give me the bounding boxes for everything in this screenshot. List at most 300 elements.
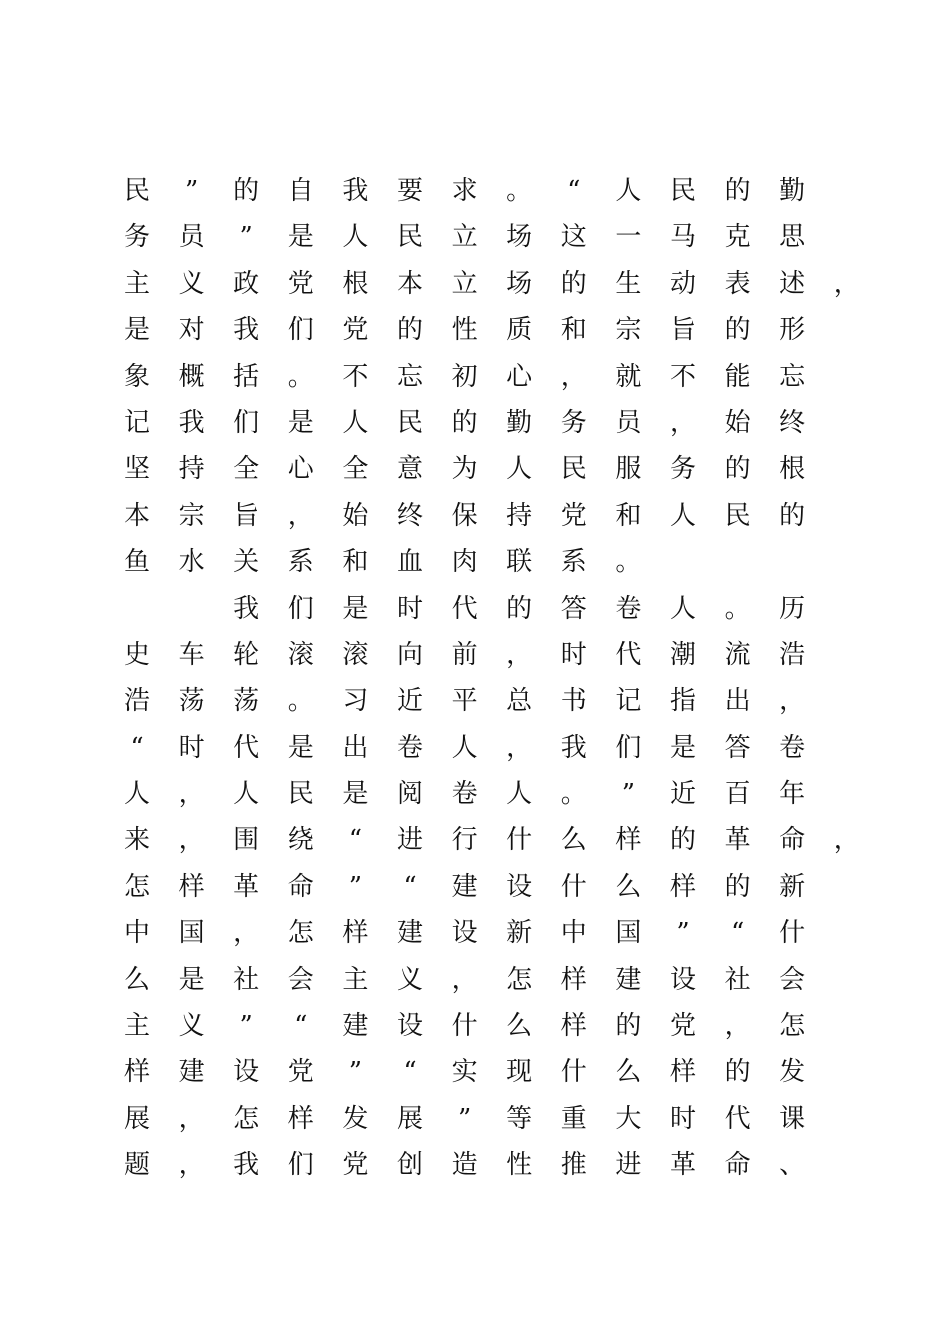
text-char: 全 bbox=[342, 454, 369, 485]
text-char bbox=[175, 586, 209, 632]
text-char: 的 bbox=[724, 454, 751, 485]
text-char: ， bbox=[724, 1011, 751, 1042]
text-char: 时 bbox=[396, 593, 423, 624]
text-char: 代 bbox=[451, 593, 478, 624]
text-char: “ bbox=[130, 732, 144, 763]
text-char: 务 bbox=[669, 454, 696, 485]
text-char: 建 bbox=[451, 871, 478, 902]
text-char: 政 bbox=[233, 268, 260, 299]
text-char: 表 bbox=[724, 268, 751, 299]
text-char: 立 bbox=[451, 222, 478, 253]
text-char: 人 bbox=[669, 500, 696, 531]
text-char: 设 bbox=[506, 871, 533, 902]
text-char: 命 bbox=[724, 1150, 751, 1181]
text-char: 民 bbox=[396, 222, 423, 253]
text-char: 代 bbox=[724, 1103, 751, 1134]
text-char: 卷 bbox=[396, 732, 423, 763]
text-char: 建 bbox=[178, 1057, 205, 1088]
text-char: 的 bbox=[451, 407, 478, 438]
text-char: 始 bbox=[342, 500, 369, 531]
text-char: 命 bbox=[779, 825, 806, 856]
text-char: 和 bbox=[342, 547, 369, 578]
text-char: 心 bbox=[287, 454, 314, 485]
text-char: 人 bbox=[342, 407, 369, 438]
text-line bbox=[120, 1003, 880, 1049]
text-char: 中 bbox=[123, 918, 150, 949]
text-char: 初 bbox=[451, 361, 478, 392]
text-char: 人 bbox=[233, 779, 260, 810]
text-char: 是 bbox=[342, 779, 369, 810]
text-char: 系 bbox=[287, 547, 314, 578]
text-char: 为 bbox=[451, 454, 478, 485]
text-char: 历 bbox=[779, 593, 806, 624]
text-char: ， bbox=[178, 1150, 205, 1181]
text-char: 答 bbox=[724, 732, 751, 763]
text-char: ， bbox=[833, 825, 860, 856]
text-char: 行 bbox=[451, 825, 478, 856]
text-char: ， bbox=[178, 779, 205, 810]
text-char: 勤 bbox=[779, 176, 806, 206]
text-char: 国 bbox=[615, 918, 642, 949]
text-char: 血 bbox=[396, 547, 423, 578]
text-char: 和 bbox=[560, 315, 587, 346]
text-char: 实 bbox=[451, 1057, 478, 1088]
text-char: 述 bbox=[779, 268, 806, 299]
text-char: 进 bbox=[396, 825, 423, 856]
text-char: 本 bbox=[396, 268, 423, 299]
text-char: 近 bbox=[669, 779, 696, 810]
text-char: 展 bbox=[123, 1103, 150, 1134]
text-char: 设 bbox=[233, 1057, 260, 1088]
text-char: 我 bbox=[560, 732, 587, 763]
text-line bbox=[120, 539, 880, 585]
text-char: 党 bbox=[287, 268, 314, 299]
text-line bbox=[120, 771, 880, 817]
text-char: 样 bbox=[342, 918, 369, 949]
text-char: 旨 bbox=[669, 315, 696, 346]
text-char: 人 bbox=[506, 779, 533, 810]
text-char: 质 bbox=[506, 315, 533, 346]
text-char: 概 bbox=[178, 361, 205, 392]
text-char: 大 bbox=[615, 1103, 642, 1134]
text-char: 记 bbox=[123, 407, 150, 438]
text-char: ， bbox=[833, 268, 860, 299]
text-char: ” bbox=[348, 1057, 363, 1088]
text-char: 。 bbox=[724, 593, 751, 624]
text-char: 们 bbox=[287, 1150, 314, 1181]
text-char: 们 bbox=[287, 315, 314, 346]
text-char: 始 bbox=[724, 407, 751, 438]
text-char: 一 bbox=[615, 222, 642, 253]
text-char: 党 bbox=[287, 1057, 314, 1088]
text-char: 马 bbox=[669, 222, 696, 253]
text-char: “ bbox=[348, 825, 363, 856]
text-char: 命 bbox=[287, 871, 314, 902]
text-char: 滚 bbox=[287, 639, 314, 670]
text-char: 。 bbox=[615, 547, 642, 578]
text-char: 系 bbox=[560, 547, 587, 578]
text-char: 人 bbox=[451, 732, 478, 763]
text-char: 忘 bbox=[396, 361, 423, 392]
text-char: 流 bbox=[724, 639, 751, 670]
text-line bbox=[120, 168, 880, 214]
text-char: 员 bbox=[178, 222, 205, 253]
text-char: ” bbox=[239, 222, 253, 253]
text-char: 意 bbox=[396, 454, 423, 485]
text-char: ” bbox=[621, 779, 636, 810]
text-char: 这 bbox=[560, 222, 587, 253]
text-char: 持 bbox=[178, 454, 205, 485]
text-char: ， bbox=[779, 686, 806, 717]
text-char: 我 bbox=[178, 407, 205, 438]
text-char: 员 bbox=[615, 407, 642, 438]
text-char: 旨 bbox=[233, 500, 260, 531]
text-char: 联 bbox=[506, 547, 533, 578]
text-char: 建 bbox=[342, 1011, 369, 1042]
text-char: 民 bbox=[287, 779, 314, 810]
text-char: 关 bbox=[233, 547, 260, 578]
text-char: ， bbox=[287, 500, 314, 531]
text-char: 场 bbox=[506, 222, 533, 253]
text-char: 年 bbox=[779, 779, 806, 810]
text-char: 轮 bbox=[233, 639, 260, 670]
text-char: “ bbox=[567, 176, 581, 206]
text-char: 创 bbox=[396, 1150, 423, 1181]
text-char: 的 bbox=[233, 176, 260, 206]
text-char: 人 bbox=[506, 454, 533, 485]
text-char: 的 bbox=[724, 176, 751, 206]
text-char: 卷 bbox=[779, 732, 806, 763]
text-line bbox=[120, 632, 880, 678]
text-char: 前 bbox=[451, 639, 478, 670]
text-char: 党 bbox=[342, 315, 369, 346]
text-char: 么 bbox=[615, 871, 642, 902]
text-char: ， bbox=[178, 825, 205, 856]
text-char: 样 bbox=[669, 1057, 696, 1088]
text-char: 么 bbox=[506, 1011, 533, 1042]
text-char: 宗 bbox=[615, 315, 642, 346]
text-line bbox=[120, 725, 880, 771]
text-char: 根 bbox=[342, 268, 369, 299]
text-char: 义 bbox=[178, 1011, 205, 1042]
text-char: 出 bbox=[724, 686, 751, 717]
text-char: 样 bbox=[178, 871, 205, 902]
text-line bbox=[120, 354, 880, 400]
text-char: 象 bbox=[123, 361, 150, 392]
text-char: 什 bbox=[779, 918, 806, 949]
text-char: 史 bbox=[123, 639, 150, 670]
text-char: 怎 bbox=[123, 871, 150, 902]
text-line bbox=[120, 1142, 880, 1188]
text-char: 怎 bbox=[287, 918, 314, 949]
text-char: 忘 bbox=[779, 361, 806, 392]
text-char: 设 bbox=[669, 964, 696, 995]
text-char: 课 bbox=[779, 1103, 806, 1134]
text-char: 近 bbox=[396, 686, 423, 717]
text-char: 潮 bbox=[669, 639, 696, 670]
text-char: 保 bbox=[451, 500, 478, 531]
text-line bbox=[120, 446, 880, 492]
text-char: ， bbox=[506, 732, 533, 763]
text-char: 样 bbox=[287, 1103, 314, 1134]
text-line bbox=[120, 1049, 880, 1095]
text-char: 的 bbox=[724, 315, 751, 346]
text-line bbox=[120, 864, 880, 910]
text-char: 服 bbox=[615, 454, 642, 485]
text-char: 发 bbox=[342, 1103, 369, 1134]
body-text bbox=[120, 168, 880, 1189]
text-char: 立 bbox=[451, 268, 478, 299]
text-line bbox=[120, 307, 880, 353]
text-line bbox=[120, 957, 880, 1003]
text-char: 怎 bbox=[233, 1103, 260, 1134]
text-char: 终 bbox=[779, 407, 806, 438]
text-char: 全 bbox=[233, 454, 260, 485]
text-char: 浩 bbox=[779, 639, 806, 670]
text-char: 习 bbox=[342, 686, 369, 717]
text-char: 是 bbox=[669, 732, 696, 763]
text-char: 代 bbox=[615, 639, 642, 670]
text-char: 车 bbox=[178, 639, 205, 670]
text-char: 书 bbox=[560, 686, 587, 717]
text-line bbox=[120, 910, 880, 956]
text-char: 造 bbox=[451, 1150, 478, 1181]
text-char: 滚 bbox=[342, 639, 369, 670]
text-char: 的 bbox=[396, 315, 423, 346]
text-char: ， bbox=[669, 407, 696, 438]
text-char: ， bbox=[233, 918, 260, 949]
text-char: 括 bbox=[233, 361, 260, 392]
text-char: ” bbox=[239, 1011, 253, 1042]
text-char: 民 bbox=[669, 176, 696, 206]
text-char: ， bbox=[560, 361, 587, 392]
text-char: 是 bbox=[123, 315, 150, 346]
text-char: 宗 bbox=[178, 500, 205, 531]
text-char: 荡 bbox=[233, 686, 260, 717]
text-char: 中 bbox=[560, 918, 587, 949]
text-char: 什 bbox=[506, 825, 533, 856]
text-char: 民 bbox=[724, 500, 751, 531]
text-char: 根 bbox=[779, 454, 806, 485]
text-char: 样 bbox=[615, 825, 642, 856]
text-char: 能 bbox=[724, 361, 751, 392]
text-char: 肉 bbox=[451, 547, 478, 578]
text-char: 平 bbox=[451, 686, 478, 717]
text-char: 时 bbox=[560, 639, 587, 670]
text-char: “ bbox=[730, 918, 745, 949]
text-char: 样 bbox=[560, 964, 587, 995]
text-char: 的 bbox=[506, 593, 533, 624]
text-char: 新 bbox=[779, 871, 806, 902]
text-char: 。 bbox=[287, 686, 314, 717]
text-char: 么 bbox=[560, 825, 587, 856]
text-char: 不 bbox=[342, 361, 369, 392]
text-char: 现 bbox=[506, 1057, 533, 1088]
text-char: 主 bbox=[123, 1011, 150, 1042]
text-char: 就 bbox=[615, 361, 642, 392]
text-line bbox=[120, 214, 880, 260]
text-char: 坚 bbox=[123, 454, 150, 485]
text-char: 代 bbox=[233, 732, 260, 763]
text-char: 勤 bbox=[506, 407, 533, 438]
text-char: 样 bbox=[669, 871, 696, 902]
text-char: 社 bbox=[724, 964, 751, 995]
text-char: 水 bbox=[178, 547, 205, 578]
text-line bbox=[120, 493, 880, 539]
text-char: 么 bbox=[123, 964, 150, 995]
text-char: 什 bbox=[451, 1011, 478, 1042]
text-char: 我 bbox=[233, 315, 260, 346]
text-char: 、 bbox=[779, 1150, 806, 1181]
text-char: 的 bbox=[779, 500, 806, 531]
text-char: 民 bbox=[123, 176, 150, 206]
text-char: 人 bbox=[669, 593, 696, 624]
text-line bbox=[120, 261, 880, 307]
text-line bbox=[120, 817, 880, 863]
text-char: 样 bbox=[560, 1011, 587, 1042]
text-char: 向 bbox=[396, 639, 423, 670]
text-char: 性 bbox=[451, 315, 478, 346]
text-char: 人 bbox=[342, 222, 369, 253]
text-char: 时 bbox=[178, 732, 205, 763]
text-char: 样 bbox=[123, 1057, 150, 1088]
text-char bbox=[120, 586, 154, 632]
text-char: 出 bbox=[342, 732, 369, 763]
text-char: 党 bbox=[560, 500, 587, 531]
text-char: 围 bbox=[233, 825, 260, 856]
text-char: ， bbox=[451, 964, 478, 995]
text-char: ， bbox=[178, 1103, 205, 1134]
text-char: 思 bbox=[779, 222, 806, 253]
text-char: ” bbox=[184, 176, 199, 206]
text-char: ， bbox=[506, 639, 533, 670]
text-char: 们 bbox=[287, 593, 314, 624]
text-char: 主 bbox=[123, 268, 150, 299]
text-char: 本 bbox=[123, 500, 150, 531]
text-char: 生 bbox=[615, 268, 642, 299]
text-char: 我 bbox=[233, 593, 260, 624]
text-char: 记 bbox=[615, 686, 642, 717]
text-char: 怎 bbox=[779, 1011, 806, 1042]
text-char: 答 bbox=[560, 593, 587, 624]
text-char: 展 bbox=[396, 1103, 423, 1134]
text-char: 党 bbox=[342, 1150, 369, 1181]
text-line bbox=[120, 400, 880, 446]
text-char: 时 bbox=[669, 1103, 696, 1134]
text-char: 们 bbox=[233, 407, 260, 438]
text-char: 发 bbox=[779, 1057, 806, 1088]
text-char: ” bbox=[676, 918, 690, 949]
text-char: 民 bbox=[396, 407, 423, 438]
text-char: 怎 bbox=[506, 964, 533, 995]
text-char: 的 bbox=[724, 1057, 751, 1088]
text-char: 性 bbox=[506, 1150, 533, 1181]
text-char: 和 bbox=[615, 500, 642, 531]
text-char: 什 bbox=[560, 1057, 587, 1088]
text-char: 。 bbox=[560, 779, 587, 810]
text-char: ” bbox=[457, 1103, 472, 1134]
text-char: 国 bbox=[178, 918, 205, 949]
text-char: 推 bbox=[560, 1150, 587, 1181]
text-char: 。 bbox=[287, 361, 314, 392]
text-char: 革 bbox=[233, 871, 260, 902]
text-char: 持 bbox=[506, 500, 533, 531]
text-char: 义 bbox=[178, 268, 205, 299]
text-char: 等 bbox=[506, 1103, 533, 1134]
text-char: 义 bbox=[396, 964, 423, 995]
text-char: 总 bbox=[506, 686, 533, 717]
text-char: 民 bbox=[560, 454, 587, 485]
text-char: 会 bbox=[779, 964, 806, 995]
text-char: 建 bbox=[615, 964, 642, 995]
text-char: 浩 bbox=[123, 686, 150, 717]
text-char: 是 bbox=[287, 732, 314, 763]
text-char: 革 bbox=[669, 1150, 696, 1181]
text-char: 我 bbox=[342, 176, 369, 206]
text-char: 的 bbox=[615, 1011, 642, 1042]
text-char: 的 bbox=[724, 871, 751, 902]
text-char: 务 bbox=[123, 222, 150, 253]
text-char: 绕 bbox=[287, 825, 314, 856]
text-char: 是 bbox=[178, 964, 205, 995]
text-char: 题 bbox=[123, 1150, 150, 1181]
text-char: 什 bbox=[560, 871, 587, 902]
text-char: ” bbox=[348, 871, 363, 902]
text-char: 我 bbox=[233, 1150, 260, 1181]
text-char: 设 bbox=[396, 1011, 423, 1042]
text-char: 卷 bbox=[451, 779, 478, 810]
text-char: 自 bbox=[287, 176, 314, 206]
text-char: 主 bbox=[342, 964, 369, 995]
text-char: 要 bbox=[396, 176, 423, 206]
text-char: 的 bbox=[669, 825, 696, 856]
text-char: 是 bbox=[287, 222, 314, 253]
text-char: “ bbox=[403, 1057, 417, 1088]
text-char: 荡 bbox=[178, 686, 205, 717]
text-char: 新 bbox=[506, 918, 533, 949]
text-char: 重 bbox=[560, 1103, 587, 1134]
text-char: 动 bbox=[669, 268, 696, 299]
text-char: 。 bbox=[506, 176, 533, 206]
text-char: 么 bbox=[615, 1057, 642, 1088]
text-line bbox=[120, 586, 880, 632]
text-char: 进 bbox=[615, 1150, 642, 1181]
text-char: 革 bbox=[724, 825, 751, 856]
text-char: 党 bbox=[669, 1011, 696, 1042]
text-char: 形 bbox=[779, 315, 806, 346]
text-char: 是 bbox=[342, 593, 369, 624]
text-char: 心 bbox=[506, 361, 533, 392]
text-char: 百 bbox=[724, 779, 751, 810]
text-char: 对 bbox=[178, 315, 205, 346]
text-char: 终 bbox=[396, 500, 423, 531]
text-line bbox=[120, 1096, 880, 1142]
text-char: 社 bbox=[233, 964, 260, 995]
text-char: 克 bbox=[724, 222, 751, 253]
text-char: 人 bbox=[123, 779, 150, 810]
text-char: 卷 bbox=[615, 593, 642, 624]
text-char: “ bbox=[403, 871, 417, 902]
text-char: 的 bbox=[560, 268, 587, 299]
text-char: 鱼 bbox=[123, 547, 150, 578]
text-char: 求 bbox=[451, 176, 478, 206]
text-char: 指 bbox=[669, 686, 696, 717]
text-char: 建 bbox=[396, 918, 423, 949]
text-char: 场 bbox=[506, 268, 533, 299]
text-line bbox=[120, 678, 880, 724]
text-char: 不 bbox=[669, 361, 696, 392]
text-char: 人 bbox=[615, 176, 642, 206]
